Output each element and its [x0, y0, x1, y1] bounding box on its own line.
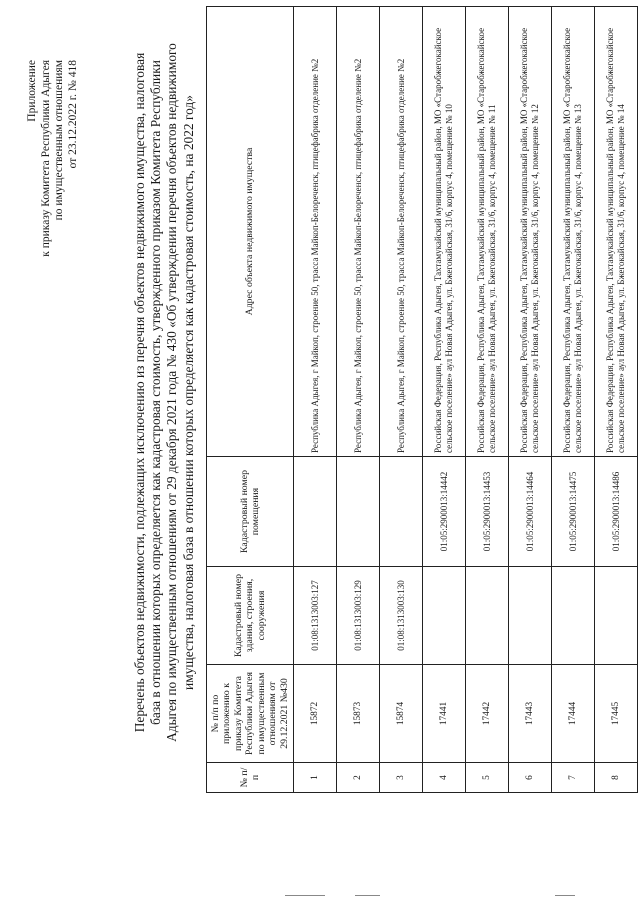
scan-margin-marks — [225, 899, 625, 901]
table-row — [423, 7, 466, 793]
appendix-line: к приказу Комитета Республики Адыгея — [39, 60, 52, 257]
row-number: 8 — [595, 763, 638, 793]
row-address: Российская Федерация, Республика Адыгея, Тахтамукайский муниципальный район, МО «Старобжегокайское сельское поселение» аул Новая Адыгея, ул. Бжегокайская, 31/6, корпус 4, помещение № 13 — [552, 7, 595, 457]
row-premise-cadastral: 01:05:2900013:14442 — [423, 457, 466, 567]
row-number: 6 — [509, 763, 552, 793]
row-number: 7 — [552, 763, 595, 793]
table-row — [337, 7, 380, 793]
table-row — [595, 7, 638, 793]
row-address: Российская Федерация, Республика Адыгея, Тахтамукайский муниципальный район, МО «Старобжегокайское сельское поселение» аул Новая Адыгея, ул. Бжегокайская, 31/6, корпус 4, помещение № 14 — [595, 7, 638, 457]
row-building-cadastral: 01:08:1313003:127 — [294, 567, 337, 665]
appendix-line: Приложение — [26, 60, 38, 122]
table-row — [552, 7, 595, 793]
header-address: Адрес объекта недвижимого имущества — [207, 7, 294, 457]
row-building-cadastral — [552, 567, 595, 665]
table-row — [294, 7, 337, 793]
properties-table — [206, 6, 638, 793]
row-number: 2 — [337, 763, 380, 793]
scan-mark — [285, 895, 325, 896]
document-heading — [132, 30, 197, 755]
row-premise-cadastral: 01:05:2900013:14486 — [595, 457, 638, 567]
row-premise-cadastral — [337, 457, 380, 567]
row-address: Российская Федерация, Республика Адыгея, Тахтамукайский муниципальный район, МО «Старобжегокайское сельское поселение» аул Новая Адыгея, ул. Бжегокайская, 31/6, корпус 4, помещение № 12 — [509, 7, 552, 457]
scan-mark — [355, 895, 380, 896]
row-premise-cadastral: 01:05:2900013:14464 — [509, 457, 552, 567]
row-address: Республика Адыгея, г Майкоп, строение 50, трасса Майкоп-Белореченск, птицефабрика отделение №2 — [294, 7, 337, 457]
appendix-line: от 23.12.2022 г. № 418 — [66, 60, 79, 169]
table-row — [509, 7, 552, 793]
row-ref: 17441 — [423, 665, 466, 763]
row-number: 5 — [466, 763, 509, 793]
heading-line: Перечень объектов недвижимости, подлежащих исключению из перечня объектов недвижимого имущества, налоговая — [132, 52, 147, 733]
row-premise-cadastral: 01:05:2900013:14453 — [466, 457, 509, 567]
header-appendix-ref: № п/п по приложению к приказу Комитета Республики Адыгея по имущественным отношениям от 29.12.2021 №430 — [207, 665, 294, 763]
heading-line: Адыгея по имущественным отношениям от 29 декабря 2021 года № 430 «Об утверждении перечня объектов недвижимого — [164, 43, 180, 742]
header-number: № п/п — [207, 763, 294, 793]
row-number: 3 — [380, 763, 423, 793]
row-premise-cadastral — [380, 457, 423, 567]
row-premise-cadastral: 01:05:2900013:14475 — [552, 457, 595, 567]
row-ref: 17442 — [466, 665, 509, 763]
header-building-cadastral: Кадастровый номер здания, строения, сооружения — [207, 567, 294, 665]
heading-line: имущества, налоговая база в отношении которых определяется как кадастровая стоимость, на 2022 год» — [180, 95, 196, 690]
row-address: Республика Адыгея, г Майкоп, строение 50, трасса Майкоп-Белореченск, птицефабрика отделение №2 — [380, 7, 423, 457]
header-premise-cadastral: Кадастровый номер помещения — [207, 457, 294, 567]
scan-mark — [555, 895, 575, 896]
row-ref: 17443 — [509, 665, 552, 763]
row-building-cadastral: 01:08:1313003:129 — [337, 567, 380, 665]
row-ref: 15873 — [337, 665, 380, 763]
row-building-cadastral — [466, 567, 509, 665]
row-ref: 17444 — [552, 665, 595, 763]
heading-line: база в отношении которых определяется как кадастровая стоимость, утвержденного приказом Комитета Республики — [148, 60, 164, 725]
row-building-cadastral — [509, 567, 552, 665]
row-address: Российская Федерация, Республика Адыгея, Тахтамукайский муниципальный район, МО «Старобжегокайское сельское поселение» аул Новая Адыгея, ул. Бжегокайская, 31/6, корпус 4, помещение № 10 — [423, 7, 466, 457]
table-header-row — [207, 7, 294, 793]
row-address: Республика Адыгея, г Майкоп, строение 50, трасса Майкоп-Белореченск, птицефабрика отделение №2 — [337, 7, 380, 457]
row-address: Российская Федерация, Республика Адыгея, Тахтамукайский муниципальный район, МО «Старобжегокайское сельское поселение» аул Новая Адыгея, ул. Бжегокайская, 31/6, корпус 4, помещение № 11 — [466, 7, 509, 457]
row-ref: 15872 — [294, 665, 337, 763]
row-building-cadastral — [423, 567, 466, 665]
row-building-cadastral: 01:08:1313003:130 — [380, 567, 423, 665]
table-row — [466, 7, 509, 793]
table-row — [380, 7, 423, 793]
row-number: 1 — [294, 763, 337, 793]
appendix-note — [26, 60, 80, 310]
row-ref: 17445 — [595, 665, 638, 763]
row-premise-cadastral — [294, 457, 337, 567]
appendix-line: по имущественным отношениям — [53, 60, 65, 221]
row-ref: 15874 — [380, 665, 423, 763]
row-number: 4 — [423, 763, 466, 793]
row-building-cadastral — [595, 567, 638, 665]
